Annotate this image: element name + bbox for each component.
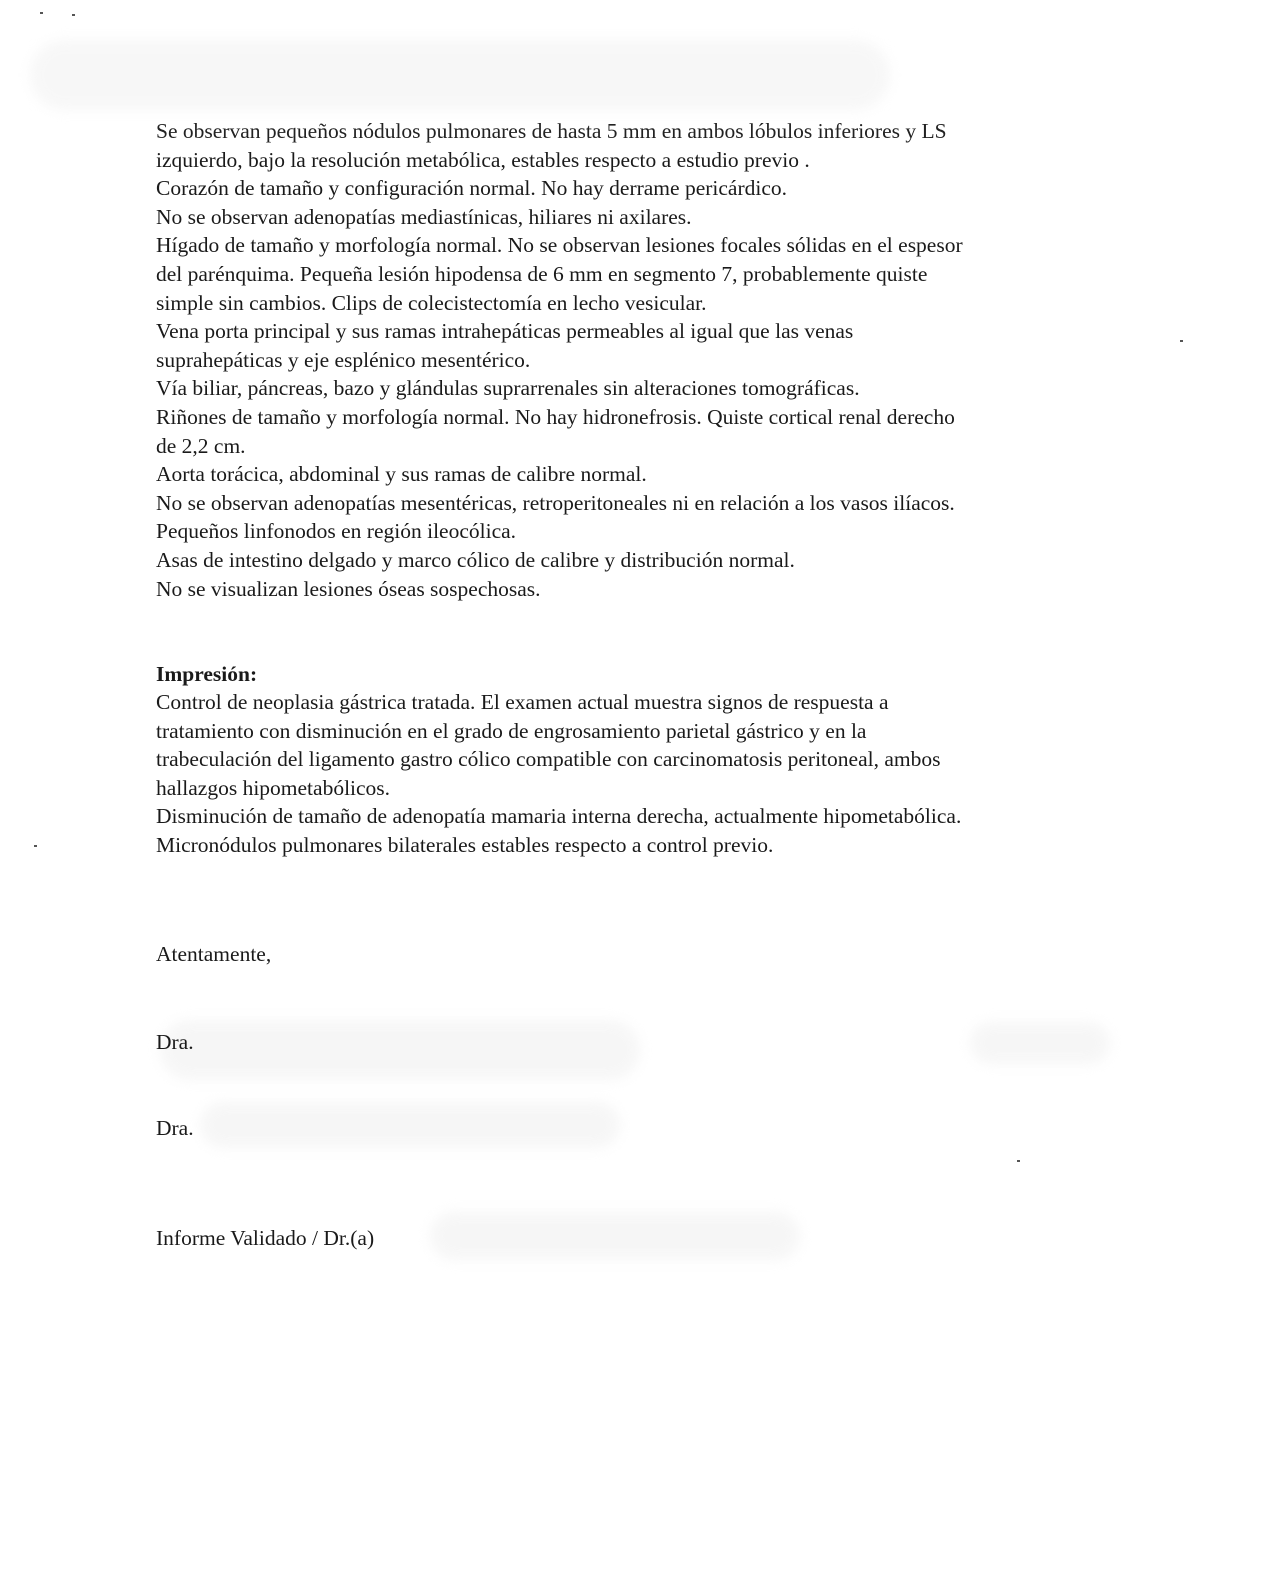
- impresion-line: trabeculación del ligamento gastro cólico compatible con carcinomatosis peritoneal, ambos: [156, 747, 941, 772]
- findings-section: [156, 117, 1156, 603]
- findings-line: del parénquima. Pequeña lesión hipodensa de 6 mm en segmento 7, probablemente quiste: [156, 261, 928, 286]
- findings-line: No se observan adenopatías mediastínicas, hiliares ni axilares.: [156, 204, 692, 229]
- findings-line: Pequeños linfonodos en región ileocólica.: [156, 519, 517, 544]
- findings-line: Se observan pequeños nódulos pulmonares de hasta 5 mm en ambos lóbulos inferiores y LS: [156, 119, 947, 143]
- findings-line: Hígado de tamaño y morfología normal. No se observan lesiones focales sólidas en el espesor: [156, 233, 963, 258]
- findings-line: Riñones de tamaño y morfología normal. No hay hidronefrosis. Quiste cortical renal derecho: [156, 404, 955, 429]
- scan-speck: [34, 845, 37, 847]
- findings-line: de 2,2 cm.: [156, 433, 246, 458]
- validated-by-text: Informe Validado / Dr.(a): [156, 1226, 375, 1250]
- findings-line: Asas de intestino delgado y marco cólico de calibre y distribución normal.: [156, 547, 795, 572]
- findings-line: No se observan adenopatías mesentéricas, retroperitoneales ni en relación a los vasos ilíacos.: [156, 490, 955, 515]
- impresion-line: tratamiento con disminución en el grado de engrosamiento parietal gástrico y en la: [156, 718, 867, 743]
- impresion-line: Disminución de tamaño de adenopatía mamaria interna derecha, actualmente hipometabólica.: [156, 804, 962, 829]
- impresion-line: Control de neoplasia gástrica tratada. El examen actual muestra signos de respuesta a: [156, 690, 889, 714]
- redaction-smudge-header: [30, 40, 890, 110]
- signature-label-2: Dra.: [156, 1116, 194, 1140]
- impresion-line: Micronódulos pulmonares bilaterales estables respecto a control previo.: [156, 832, 774, 857]
- closing-text: Atentamente,: [156, 942, 272, 966]
- scan-speck: [72, 14, 75, 16]
- redaction-smudge-sig2: [200, 1102, 620, 1148]
- scan-speck: [1180, 340, 1183, 342]
- redaction-smudge-sig1: [160, 1020, 640, 1080]
- scan-speck: [1017, 1160, 1020, 1162]
- redaction-smudge-validated: [430, 1212, 800, 1260]
- findings-line: suprahepáticas y eje esplénico mesentérico.: [156, 347, 531, 372]
- findings-line: simple sin cambios. Clips de colecistectomía en lecho vesicular.: [156, 290, 707, 315]
- signature-label-1: Dra.: [156, 1030, 194, 1054]
- findings-line: Vena porta principal y sus ramas intrahepáticas permeables al igual que las venas: [156, 319, 854, 344]
- findings-line: izquierdo, bajo la resolución metabólica, estables respecto a estudio previo .: [156, 147, 810, 172]
- findings-line: Corazón de tamaño y configuración normal. No hay derrame pericárdico.: [156, 176, 788, 201]
- impresion-line: hallazgos hipometabólicos.: [156, 775, 391, 800]
- redaction-smudge-sig1-right: [970, 1022, 1110, 1064]
- findings-line: Aorta torácica, abdominal y sus ramas de calibre normal.: [156, 462, 647, 487]
- findings-line: No se visualizan lesiones óseas sospechosas.: [156, 576, 541, 601]
- impresion-section: [156, 688, 1156, 860]
- scan-speck: [40, 12, 43, 14]
- findings-line: Vía biliar, páncreas, bazo y glándulas suprarrenales sin alteraciones tomográficas.: [156, 376, 860, 401]
- impresion-heading: Impresión:: [156, 662, 258, 686]
